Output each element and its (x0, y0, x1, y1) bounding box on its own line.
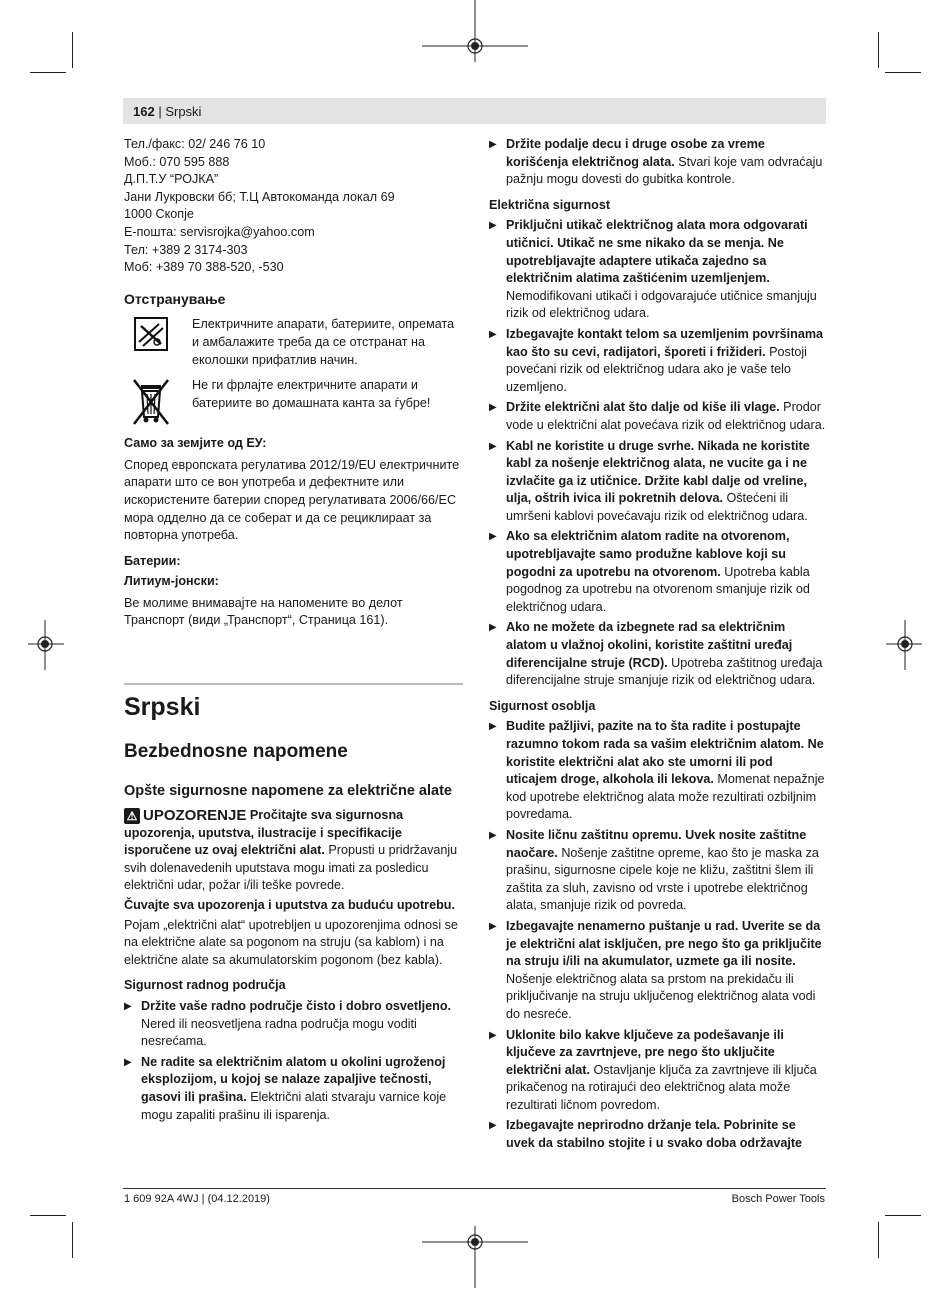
list-item (489, 827, 826, 915)
bullet-arrow-icon: ▶ (489, 531, 497, 543)
bullet-bold: Držite podalje decu i druge osobe za vreme korišćenja električnog alata. (506, 137, 765, 169)
section-title: Srpski (124, 693, 201, 721)
bullet-arrow-icon: ▶ (489, 1029, 497, 1041)
registration-mark-icon (422, 0, 528, 62)
contact-block (124, 136, 464, 277)
right-column (489, 136, 826, 1153)
warning-paragraph (124, 807, 464, 895)
crop-mark (30, 1215, 66, 1216)
bullet-bold: Izbegavajte neprirodno držanje tela. Pobrinite se uvek da stabilno stojite i u svako doba održavajte (506, 1118, 803, 1151)
recycle-packaging-icon (124, 316, 178, 369)
electrical-heading: Električna sigurnost (489, 197, 611, 212)
disposal-row (124, 316, 464, 369)
bullet-arrow-icon: ▶ (489, 622, 497, 634)
page-number: 162 (133, 104, 155, 119)
bullet-bold: Ako ne možete da izbegnete rad sa električnim alatom u vlažnoj okolini, koristite zaštitni uređaj diferencijalne struje (RCD). (506, 620, 793, 670)
left-column (124, 136, 464, 630)
disposal-text: Не ги фрлајте електричните апарати и батериите во домашната канта за ѓубре! (192, 378, 431, 410)
bullet-arrow-icon: ▶ (489, 829, 497, 841)
bullet-text: Stvari koje vam odvraćaju pažnju mogu dovesti do gubitka kontrole. (506, 154, 823, 187)
registration-mark-icon (28, 620, 64, 670)
crop-mark (878, 1222, 879, 1258)
bullet-text: Momenat nepažnje kod upotrebe električnog alata može rezultirati ozbiljnim povredama. (506, 772, 825, 822)
list-item (489, 1117, 826, 1152)
eu-heading: Само за земјите од ЕУ: (124, 436, 267, 451)
bullet-bold: Izbegavajte kontakt telom sa uzemljenim površinama kao što su cevi, radijatori, šporeti i frižideri. (506, 326, 824, 359)
list-item (489, 326, 826, 396)
bullet-bold: Ako sa električnim alatom radite na otvorenom, upotrebljavajte samo produžne kablove koji su pogodni za upotrebu na otvorenom. (506, 529, 790, 579)
contact-line: Тел./факс: 02/ 246 76 10 (124, 137, 266, 151)
bullet-bold: Nosite ličnu zaštitnu opremu. Uvek nosite zaštitne naočare. (506, 827, 807, 860)
batteries-heading: Батерии: (124, 553, 181, 568)
list-item (489, 528, 826, 616)
left-column-serbian (124, 692, 464, 1124)
contact-line: Тел: +389 2 3174-303 (124, 242, 248, 257)
workarea-heading: Sigurnost radnog područja (124, 978, 286, 993)
contact-line: Јани Лукровски бб; Т.Ц Автокоманда локал 69 (124, 189, 395, 204)
warning-bold: Pročitajte sva sigurnosna upozorenja, uputstva, ilustracije i specifikacije isporučene uz ovaj električni alat. (124, 808, 404, 858)
warning-badge (124, 807, 246, 825)
bullet-text: Ostavljanje ključa za zavrtnjeve ili ključa prikačenog na rotirajući deo električnog alata može rezultirati ličnom povredom. (506, 1062, 817, 1112)
footer-brand: Bosch Power Tools (731, 1193, 825, 1205)
bullet-text: Nered ili neosvetljena radna područja mogu voditi nesrećama. (141, 1016, 417, 1049)
bullet-arrow-icon: ▶ (489, 920, 497, 932)
bullet-arrow-icon: ▶ (489, 1120, 497, 1132)
contact-line: 1000 Скопје (124, 207, 194, 222)
term-text: Pojam „električni alat“ upotrebljen u upozorenjima odnosi se na električne alate sa pogonom na struju (sa kablom) i na električne alate sa akumulatorskim pogonom (bez kabla). (124, 917, 458, 967)
contact-line: Моб.: 070 595 888 (124, 154, 230, 169)
bullet-text: Nošenje zaštitne opreme, kao što je maska za prašinu, sigurnosne cipele koje ne kližu, zaštitni šlem ili zaštita za sluh, zavisno od vrste i upotrebe električnog alata, smanjuje rizik od povreda. (506, 845, 819, 913)
crop-mark (72, 1222, 73, 1258)
disposal-heading: Отстранување (124, 290, 226, 307)
list-item (489, 438, 826, 526)
crossed-bin-icon (124, 377, 178, 427)
bullet-text: Nemodifikovani utikači i odgovarajuće utičnice smanjuju rizik od električnog udara. (506, 288, 817, 321)
bullet-text: Nošenje električnog alata sa prstom na prekidaču ili priključivanje na struju uključenog električnog alata vodi do nesreće. (506, 971, 816, 1021)
bullet-arrow-icon: ▶ (489, 402, 497, 414)
list-item (489, 1027, 826, 1115)
bullet-text: Upotreba kabla pogodnog za upotrebu na otvorenom smanjuje rizik od električnog udara. (506, 564, 810, 614)
crop-mark (885, 72, 921, 73)
bullet-arrow-icon: ▶ (489, 139, 497, 150)
bullet-arrow-icon: ▶ (124, 1056, 132, 1068)
crop-mark (30, 72, 66, 73)
bullet-arrow-icon: ▶ (489, 220, 497, 232)
warning-label: UPOZORENJE (143, 807, 247, 824)
crop-mark (72, 32, 73, 68)
liion-text: Ве молиме внимавајте на напомените во делот Транспорт (види „Транспорт“, Страница 161). (124, 595, 403, 628)
header-language: Srpski (165, 104, 202, 119)
contact-line: Моб: +389 70 388-520, -530 (124, 260, 284, 275)
disposal-row (124, 377, 464, 427)
bullet-text: Električni alati stvaraju varnice koje mogu zapaliti prašinu ili isparenja. (141, 1089, 447, 1122)
bullet-bold: Uklonite bilo kakve ključeve za podešavanje ili ključeve za zavrtnjeve, pre nego što uključite električni alat. (506, 1027, 784, 1077)
list-item (489, 718, 826, 824)
bullet-text: Oštećeni ili umršeni kablovi povećavaju rizik od električnog udara. (506, 491, 808, 523)
list-item (489, 619, 826, 689)
list-item (124, 1054, 464, 1124)
bullet-bold: Izbegavajte nenamerno puštanje u rad. Uverite se da je električni alat isključen, pre nego što ga priključite na struju i/ili na akumulator, uzmete ga ili nosite. (506, 918, 822, 969)
general-title: Opšte sigurnosne napomene za električne alate (124, 783, 452, 799)
bullet-arrow-icon: ▶ (489, 440, 497, 452)
bullet-bold: Kabl ne koristite u druge svrhe. Nikada ne koristite kabl za nošenje električnog alata, ne vucite ga i ne izvlačite ga iz utičnice. Držite kabl dalje od vreline, ulja, oštrih ivica ili pokretnih delova. (506, 438, 810, 506)
eu-text: Според европската регулатива 2012/19/EU електричните апарати што се вон употреба и дефектните или искористените батерии според регулативата 2006/66/ЕС мора одделно да се соберат и да се рециклираат за повторна употреба. (124, 457, 460, 543)
bullet-text: Prodor vode u električni alat povećava rizik od električnog udara. (506, 400, 826, 432)
crop-mark (885, 1215, 921, 1216)
contact-line: Е-пошта: servisrojka@yahoo.com (124, 224, 315, 239)
page-header: 162 | Srpski (133, 104, 202, 119)
warning-text: Propusti u pridržavanju svih dolenavedenih uputstava mogu imati za posledicu električni udar, požar i/ili teške povrede. (124, 843, 458, 893)
bullet-bold: Budite pažljivi, pazite na to šta radite i postupajte razumno tokom rada sa vašim električnim alatom. Ne koristite električni alat ako ste umorni ili pod uticajem droge, alkohola ili lekova. (506, 719, 824, 787)
bullet-arrow-icon: ▶ (489, 328, 497, 340)
bullet-bold: Ne radite sa električnim alatom u okolini ugroženoj eksplozijom, u kojoj se nalaze zapaljive tečnosti, gasovi ili prašina. (141, 1054, 446, 1104)
bullet-text: Upotreba zaštitnog uređaja diferencijalne struje smanjuje rizik od električnog udara. (506, 655, 823, 688)
bullet-bold: Držite električni alat što dalje od kiše ili vlage. (506, 400, 780, 415)
personal-heading: Sigurnost osoblja (489, 698, 596, 713)
safety-title: Bezbednosne napomene (124, 741, 348, 762)
list-item (489, 136, 826, 189)
registration-mark-icon (886, 620, 922, 670)
bullet-arrow-icon: ▶ (489, 721, 497, 733)
liion-heading: Литиум-јонски: (124, 574, 219, 589)
crop-mark (878, 32, 879, 68)
list-item (489, 918, 826, 1024)
bullet-text: Postoji povećani rizik od električnog udara ako je vaše telo uzemljeno. (506, 344, 807, 394)
footer-rule (123, 1188, 826, 1189)
bullet-bold: Priključni utikač električnog alata mora odgovarati utičnici. Utikač ne sme nikako da se menja. Ne upotrebljavajte adaptere utikača zajedno sa električnim alatima zaštićenim uzemljenjem. (506, 218, 808, 286)
bullet-bold: Držite vaše radno područje čisto i dobro osvetljeno. (141, 998, 452, 1013)
registration-mark-icon (422, 1226, 528, 1288)
contact-line: Д.П.Т.У “РОЈКА” (124, 172, 219, 187)
bullet-arrow-icon: ▶ (124, 1000, 132, 1012)
keep-text: Čuvajte sva upozorenja i uputstva za buduću upotrebu. (124, 897, 455, 912)
page-header-bar (123, 98, 826, 124)
section-rule (124, 683, 463, 685)
list-item (489, 399, 826, 434)
warning-triangle-icon: ⚠ (124, 808, 140, 824)
list-item (124, 998, 464, 1051)
disposal-text: Електричните апарати, батериите, опремата и амбалажите треба да се отстранат на еколошки прифатлив начин. (192, 317, 455, 367)
list-item (489, 217, 826, 323)
footer-doc-code: 1 609 92A 4WJ | (04.12.2019) (124, 1193, 270, 1205)
